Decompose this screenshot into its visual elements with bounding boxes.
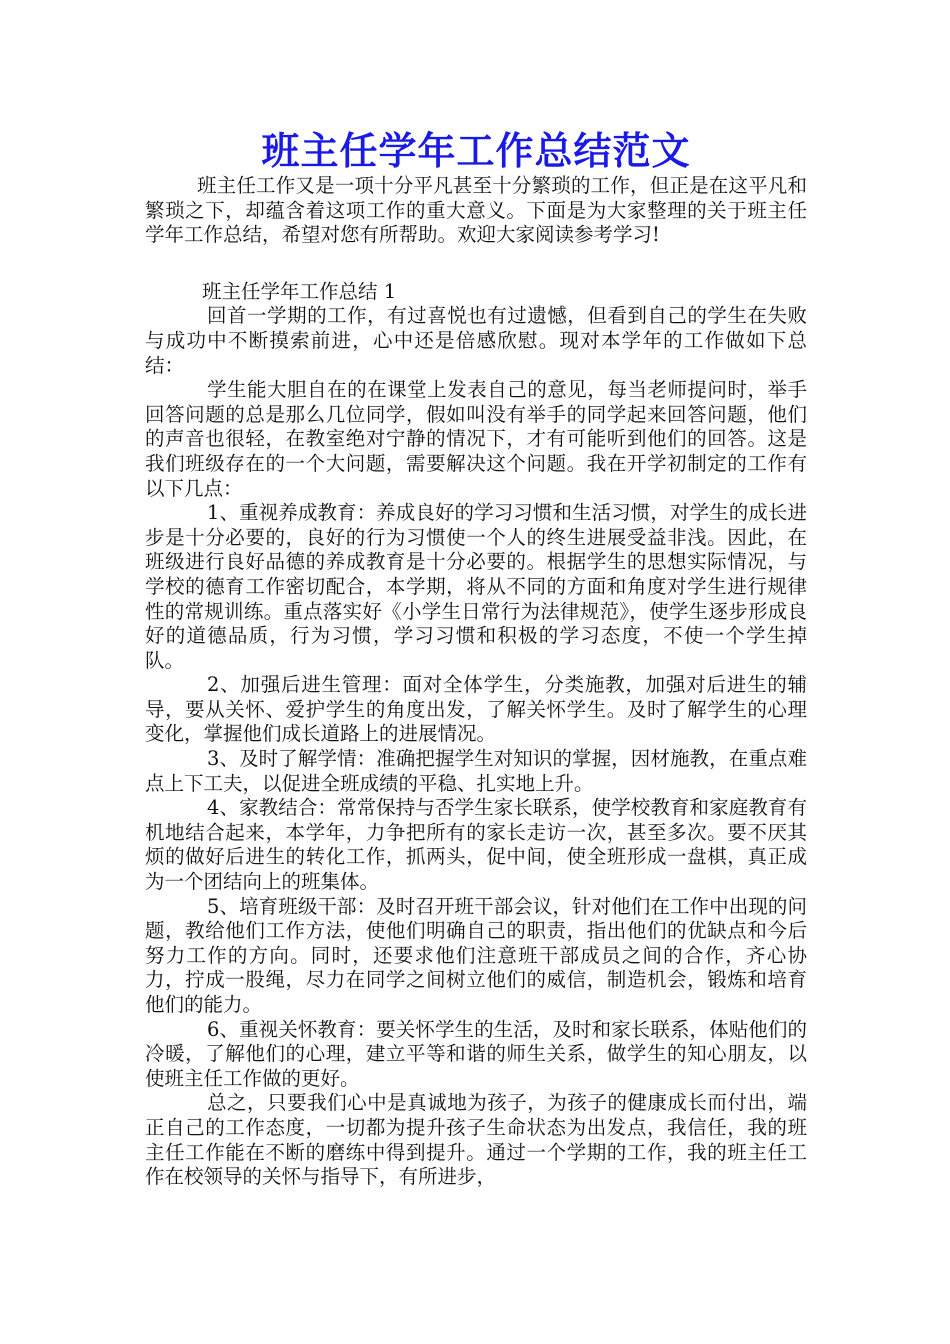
document-page <box>145 126 807 1190</box>
body-paragraph: 2、加强后进生管理：面对全体学生，分类施教，加强对后进生的辅导，要从关怀、爱护学生的角度出发，了解关怀学生。及时了解学生的心理变化，掌握他们成长道路上的进展情况。 <box>145 673 807 746</box>
document-title: 班主任学年工作总结范文 <box>261 129 691 173</box>
body-paragraph: 6、重视关怀教育：要关怀学生的生活，及时和家长联系，体贴他们的冷暖，了解他们的心理，建立平等和谐的师生关系，做学生的知心朋友，以使班主任工作做的更好。 <box>145 1017 807 1090</box>
section-heading: 班主任学年工作总结 1 <box>202 279 397 303</box>
intro-paragraph: 班主任工作又是一项十分平凡甚至十分繁琐的工作，但正是在这平凡和繁琐之下，却蕴含着这项工作的重大意义。下面是为大家整理的关于班主任学年工作总结，希望对您有所帮助。欢迎大家阅读参考学习! <box>145 174 807 247</box>
body-paragraph: 5、培育班级干部：及时召开班干部会议，针对他们在工作中出现的问题，教给他们工作方法，使他们明确自己的职责，指出他们的优缺点和今后努力工作的方向。同时，还要求他们注意班干部成员之间的合作，齐心协力，拧成一股绳，尽力在同学之间树立他们的威信，制造机会，锻炼和培育他们的能力。 <box>145 894 807 1016</box>
body-paragraph: 学生能大胆自在的在课堂上发表自己的意见，每当老师提问时，举手回答问题的总是那么几位同学，假如叫没有举手的同学起来回答问题，他们的声音也很轻，在教室绝对宁静的情况下，才有可能听到他们的回答。这是我们班级存在的一个大问题，需要解决这个问题。我在开学初制定的工作有以下几点： <box>145 378 807 500</box>
body-paragraph: 总之，只要我们心中是真诚地为孩子，为孩子的健康成长而付出，端正自己的工作态度，一切都为提升孩子生命状态为出发点，我信任，我的班主任工作能在不断的磨练中得到提升。通过一个学期的工作，我的班主任工作在校领导的关怀与指导下，有所进步， <box>145 1091 807 1189</box>
body-paragraph: 3、及时了解学情：准确把握学生对知识的掌握，因材施教，在重点难点上下工夫，以促进全班成绩的平稳、扎实地上升。 <box>145 747 807 795</box>
body-paragraph: 1、重视养成教育：养成良好的学习习惯和生活习惯，对学生的成长进步是十分必要的，良好的行为习惯使一个人的终生进展受益非浅。因此，在班级进行良好品德的养成教育是十分必要的。根据学生的思想实际情况，与学校的德育工作密切配合，本学期，将从不同的方面和角度对学生进行规律性的常规训练。重点落实好《小学生日常行为法律规范》，使学生逐步形成良好的道德品质，行为习惯，学习习惯和积极的学习态度，不使一个学生掉队。 <box>145 501 807 672</box>
body-paragraph: 回首一学期的工作，有过喜悦也有过遗憾，但看到自己的学生在失败与成功中不断摸索前进，心中还是倍感欣慰。现对本学年的工作做如下总结： <box>145 304 807 377</box>
body-paragraph: 4、家教结合：常常保持与否学生家长联系，使学校教育和家庭教育有机地结合起来，本学年，力争把所有的家长走访一次，甚至多次。要不厌其烦的做好后进生的转化工作，抓两头，促中间，使全班形成一盘棋，真正成为一个团结向上的班集体。 <box>145 796 807 894</box>
